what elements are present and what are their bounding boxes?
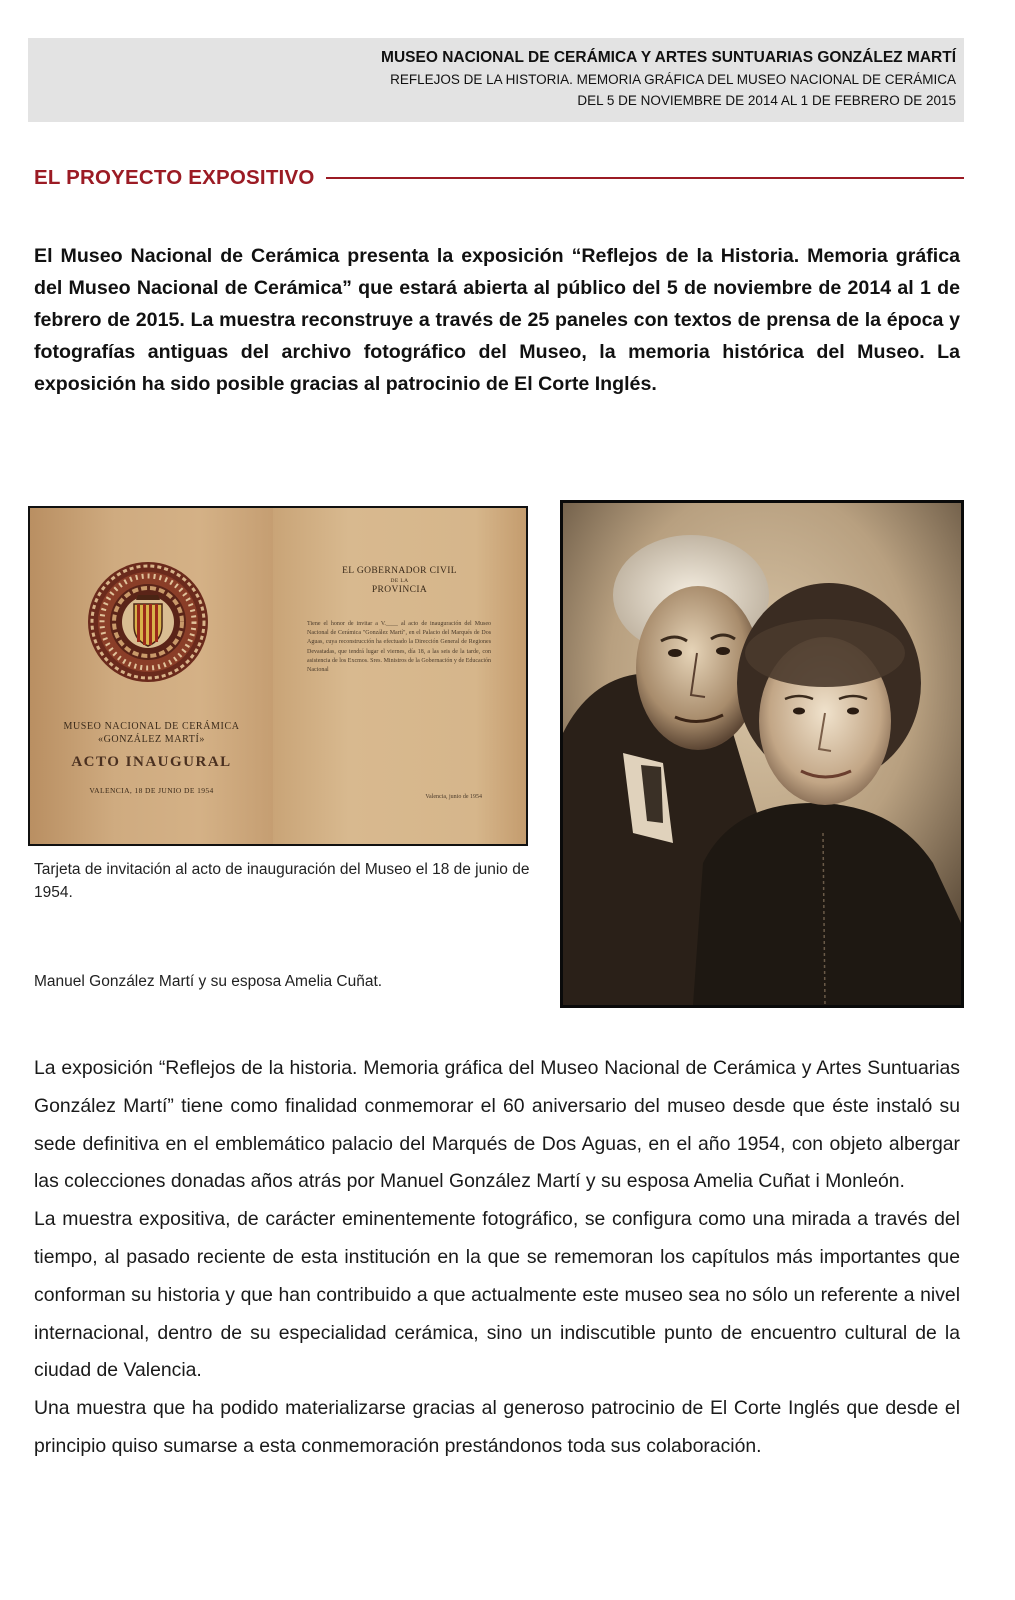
section-heading	[34, 160, 964, 196]
invitation-museum-line2: «GONZÁLEZ MARTÍ»	[97, 734, 206, 745]
body-paragraph-3: Una muestra que ha podido materializarse gracias al generoso patrocinio de El Corte Inglés que desde el principio quiso sumarse a esta conmemoración prestándonos toda sus colaboración.	[34, 1397, 960, 1457]
body-text	[34, 1050, 960, 1466]
header-exhibition-title: REFLEJOS DE LA HISTORIA. MEMORIA GRÁFICA DEL MUSEO NACIONAL DE CERÁMICA	[390, 72, 956, 87]
invitation-body-text: Tiene el honor de invitar a V.____ al acto de inauguración del Museo Nacional de Cerámica "González Martí", en el Palacio del Marqués de Dos Aguas, cuya reconstrucción ha efectuado la Dirección General de Regiones Devastadas, que tendrá lugar el viernes, día 18, a las seis de la tarde, con asistencia de los Excmos. Sres. Ministros de la Gobernación y de Educación Nacional	[307, 621, 492, 674]
invitation-date-left: VALENCIA, 18 DE JUNIO DE 1954	[89, 786, 214, 795]
invitation-gob-line1: EL GOBERNADOR CIVIL	[342, 566, 457, 576]
section-rule	[326, 177, 964, 179]
portrait-caption: Manuel González Martí y su esposa Amelia Cuñat.	[34, 973, 383, 990]
page-header	[28, 38, 964, 122]
invitation-date-right: Valencia, junio de 1954	[425, 794, 482, 800]
section-title: EL PROYECTO EXPOSITIVO	[34, 166, 315, 189]
invitation-gob-line2: DE LA	[390, 578, 409, 584]
invitation-governor	[273, 566, 526, 596]
header-exhibition-dates: DEL 5 DE NOVIEMBRE DE 2014 AL 1 DE FEBRERO DE 2015	[577, 93, 956, 108]
invitation-museum-line1: MUSEO NACIONAL DE CERÁMICA	[63, 721, 240, 732]
invitation-museum-name	[30, 720, 273, 746]
header-museum-name: MUSEO NACIONAL DE CERÁMICA Y ARTES SUNTUARIAS GONZÁLEZ MARTÍ	[381, 49, 956, 66]
body-paragraph-1: La exposición “Reflejos de la historia. Memoria gráfica del Museo Nacional de Cerámica y Artes Suntuarias González Martí” tiene como finalidad conmemorar el 60 aniversario del museo desde que éste instaló su sede definitiva en el emblemático palacio del Marqués de Dos Aguas, en el año 1954, con objeto albergar las colecciones donadas años atrás por Manuel González Martí y su esposa Amelia Cuñat i Monleón.	[34, 1057, 960, 1193]
body-paragraph-2: La muestra expositiva, de carácter eminentemente fotográfico, se configura como una mirada a través del tiempo, al pasado reciente de esta institución en la que se rememoran los capítulos más importantes que conforman su historia y que han contribuido a que actualmente este museo sea no sólo un referente a nivel internacional, dentro de su especialidad cerámica, sino un indiscutible punto de encuentro cultural de la ciudad de Valencia.	[34, 1208, 960, 1382]
intro-paragraph: El Museo Nacional de Cerámica presenta la exposición “Reflejos de la Historia. Memoria gráfica del Museo Nacional de Cerámica” que estará abierta al público del 5 de noviembre de 2014 al 1 de febrero de 2015. La muestra reconstruye a través de 25 paneles con textos de prensa de la época y fotografías antiguas del archivo fotográfico del Museo, la memoria histórica del Museo. La exposición ha sido posible gracias al patrocinio de El Corte Inglés.	[34, 245, 960, 395]
invitation-cover	[30, 508, 273, 844]
invitation-gob-line3: PROVINCIA	[371, 585, 428, 595]
invitation-caption: Tarjeta de invitación al acto de inauguración del Museo el 18 de junio de 1954.	[34, 861, 530, 901]
invitation-acto-inaugural: ACTO INAUGURAL	[71, 754, 232, 770]
portrait-photo	[560, 500, 964, 1008]
invitation-inside	[273, 508, 526, 844]
ceramic-plate-emblem	[86, 560, 210, 684]
invitation-card-photo	[28, 506, 528, 846]
